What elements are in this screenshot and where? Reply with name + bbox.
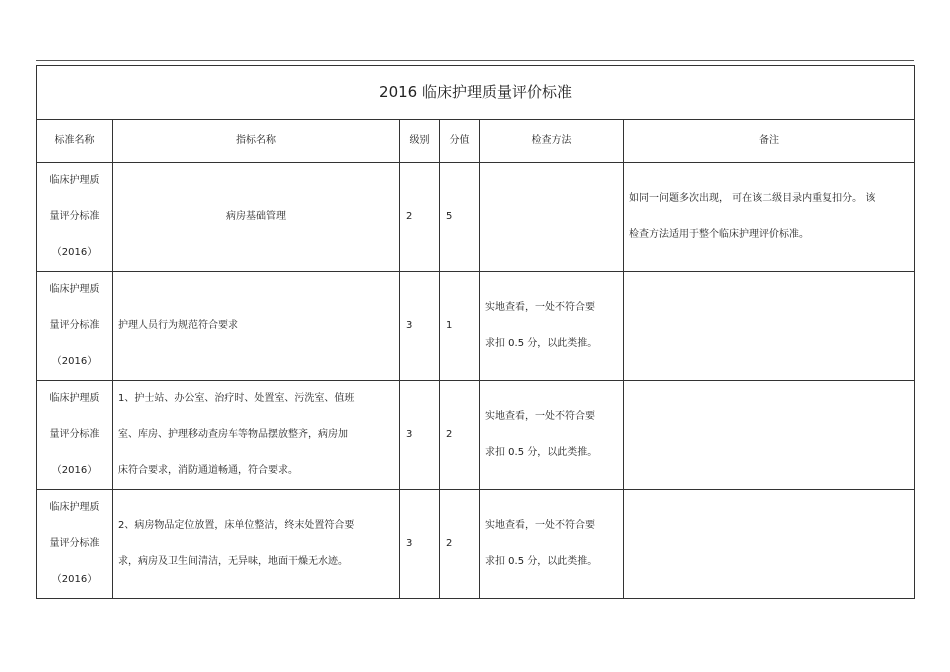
std-name-line: 量评分标准 [49,320,100,331]
remark-cell [624,272,915,381]
method-line: 求扣 0.5 分，以此类推。 [485,338,598,349]
header-std-name: 标准名称 [37,120,113,163]
std-name-line: （2016） [51,356,98,367]
top-rule [36,60,914,61]
indicator-line: 1、护士站、办公室、治疗时、处置室、污洗室、值班 [118,393,355,404]
method-cell [480,381,624,490]
table-row [37,272,915,381]
indicator-line: 室、库房、护理移动查房车等物品摆放整齐，病房加 [118,429,348,440]
indicator-line: 病房基础管理 [226,211,286,222]
remark-line: 检查方法适用于整个临床护理评价标准。 [629,229,809,240]
indicator-line: 护理人员行为规范符合要求 [118,320,238,331]
indicator-cell [113,381,400,490]
remark-cell [624,163,915,272]
quality-standard-table [36,65,915,599]
indicator-cell [113,163,400,272]
indicator-line: 床符合要求，消防通道畅通，符合要求。 [118,465,298,476]
score-cell: 2 [440,381,480,490]
table-row [37,490,915,599]
std-name-line: 量评分标准 [49,211,100,222]
std-name-cell [37,381,113,490]
header-indicator: 指标名称 [113,120,400,163]
std-name-line: 量评分标准 [49,538,100,549]
std-name-line: 临床护理质 [49,393,100,404]
std-name-cell [37,163,113,272]
remark-cell [624,381,915,490]
score-cell: 2 [440,490,480,599]
score-cell: 1 [440,272,480,381]
method-cell [480,490,624,599]
level-cell: 2 [400,163,440,272]
std-name-cell [37,272,113,381]
page-title: 2016 临床护理质量评价标准 [37,66,915,120]
std-name-line: （2016） [51,574,98,585]
level-cell: 3 [400,490,440,599]
header-method: 检查方法 [480,120,624,163]
std-name-line: 量评分标准 [49,429,100,440]
method-line: 实地查看，一处不符合要 [485,302,595,313]
level-cell: 3 [400,381,440,490]
remark-line: 如同一问题多次出现， 可在该二级目录内重复扣分。 该 [629,193,876,204]
std-name-line: 临床护理质 [49,175,100,186]
method-line: 求扣 0.5 分，以此类推。 [485,556,598,567]
method-cell [480,272,624,381]
std-name-line: 临床护理质 [49,284,100,295]
method-line: 实地查看，一处不符合要 [485,520,595,531]
score-cell: 5 [440,163,480,272]
level-cell: 3 [400,272,440,381]
indicator-cell [113,490,400,599]
table-row [37,163,915,272]
method-cell [480,163,624,272]
remark-cell [624,490,915,599]
std-name-line: （2016） [51,247,98,258]
std-name-line: （2016） [51,465,98,476]
indicator-cell [113,272,400,381]
header-remark: 备注 [624,120,915,163]
indicator-line: 求，病房及卫生间清洁，无异味，地面干燥无水迹。 [118,556,348,567]
table-row [37,381,915,490]
header-score: 分值 [440,120,480,163]
method-line: 实地查看，一处不符合要 [485,411,595,422]
method-line: 求扣 0.5 分，以此类推。 [485,447,598,458]
indicator-line: 2、病房物品定位放置，床单位整洁，终末处置符合要 [118,520,355,531]
std-name-line: 临床护理质 [49,502,100,513]
header-row [37,120,915,163]
header-level: 级别 [400,120,440,163]
std-name-cell [37,490,113,599]
